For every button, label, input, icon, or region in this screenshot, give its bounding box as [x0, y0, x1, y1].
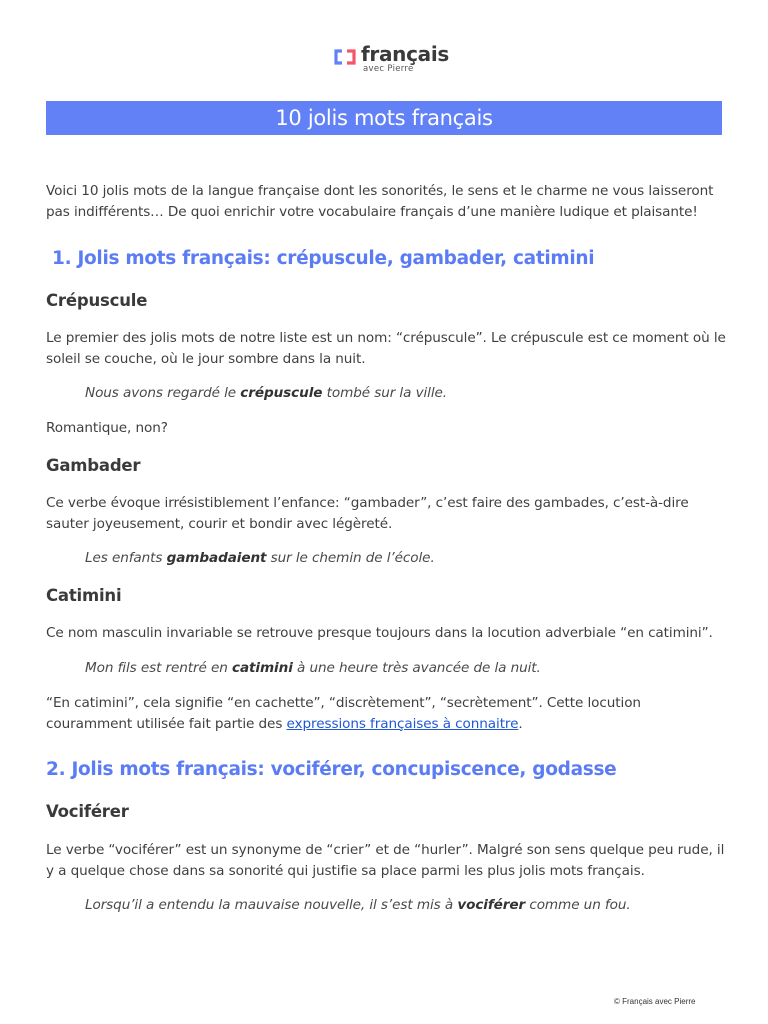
catimini-followup-paragraph	[46, 693, 726, 734]
catimini-example	[85, 658, 725, 678]
example-keyword: catimini	[232, 660, 293, 676]
example-text: Nous avons regardé le	[85, 385, 241, 401]
crepuscule-remark: Romantique, non?	[46, 420, 168, 436]
example-keyword: vociférer	[457, 897, 526, 913]
footer-copyright: © Français avec Pierre	[614, 997, 696, 1006]
example-text: Les enfants	[85, 550, 167, 566]
brand-mark-icon	[333, 49, 357, 65]
vociferer-heading: Vociférer	[46, 802, 129, 821]
example-text: sur le chemin de l’école.	[266, 550, 435, 566]
brand-logo	[333, 44, 449, 74]
brand-tagline: avec Pierre	[363, 64, 414, 74]
paragraph-text: .	[518, 715, 523, 732]
catimini-heading: Catimini	[46, 586, 122, 605]
gambader-heading: Gambader	[46, 456, 141, 475]
crepuscule-heading: Crépuscule	[46, 291, 148, 310]
example-text: Lorsqu’il a entendu la mauvaise nouvelle, il s’est mis à	[85, 897, 458, 913]
example-text: tombé sur la ville.	[322, 385, 448, 401]
vociferer-example	[85, 895, 725, 915]
example-keyword: crépuscule	[240, 385, 323, 401]
expressions-link[interactable]: expressions françaises à connaitre	[286, 715, 519, 732]
crepuscule-example	[85, 383, 725, 403]
example-text: à une heure très avancée de la nuit.	[292, 660, 541, 676]
example-text: comme un fou.	[525, 897, 631, 913]
gambader-example	[85, 548, 725, 568]
paragraph-text: “En catimini”, cela signifie “en cachette”, “discrètement”, “secrètement”. Cette locution couramment utilisée fait partie des	[46, 695, 641, 732]
section-2-heading: 2. Jolis mots français: vociférer, concupiscence, godasse	[46, 759, 617, 780]
intro-paragraph: Voici 10 jolis mots de la langue française dont les sonorités, le sens et le charme ne vous laisseront pas indifférents… De quoi enrichir votre vocabulaire français d’une manière ludique et plaisante!	[46, 183, 714, 220]
crepuscule-paragraph: Le premier des jolis mots de notre liste est un nom: “crépuscule”. Le crépuscule est ce moment où le soleil se couche, où le jour sombre dans la nuit.	[46, 330, 726, 367]
example-text: Mon fils est rentré en	[85, 660, 232, 676]
vociferer-paragraph: Le verbe “vociférer” est un synonyme de “crier” et de “hurler”. Malgré son sens quelque peu rude, il y a quelque chose dans sa sonorité qui justifie sa place parmi les plus jolis mots français.	[46, 842, 725, 879]
section-1-heading: 1. Jolis mots français: crépuscule, gambader, catimini	[52, 248, 595, 269]
brand-name: français	[361, 42, 450, 66]
catimini-paragraph: Ce nom masculin invariable se retrouve presque toujours dans la locution adverbiale “en catimini”.	[46, 625, 713, 641]
gambader-paragraph: Ce verbe évoque irrésistiblement l’enfance: “gambader”, c’est faire des gambades, c’est-à-dire sauter joyeusement, courir et bondir avec légèreté.	[46, 495, 689, 532]
example-keyword: gambadaient	[166, 550, 267, 566]
title-banner: 10 jolis mots français	[46, 101, 722, 135]
